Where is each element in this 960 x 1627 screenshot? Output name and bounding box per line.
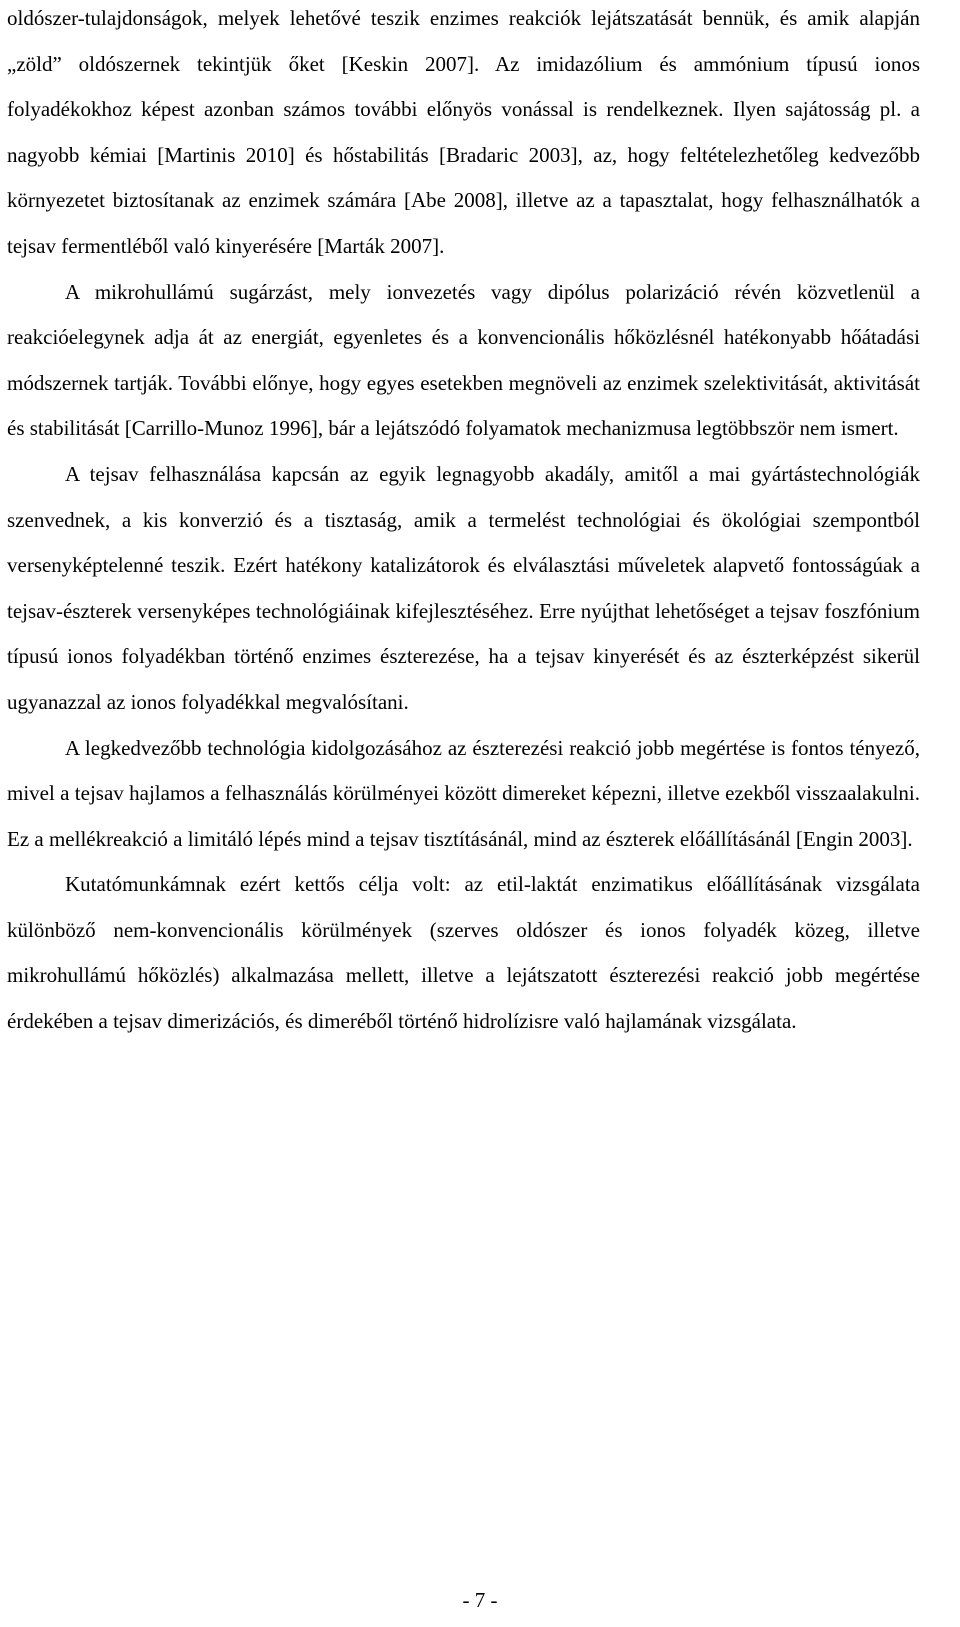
paragraph-research-goal: Kutatómunkámnak ezért kettős célja volt: az etil-laktát enzimatikus előállításának vizsgálata különböző nem-konvencionális körülmények (szerves oldószer és ionos folyadék közeg, illetve mikrohullámú hőközlés) alkalmazása mellett, illetve a lejátszatott észterezési reakció jobb megértése érdekében a tejsav dimerizációs, és dimeréből történő hidrolízisre való hajlamának vizsgálata. (7, 872, 920, 1034)
page-body (7, 0, 920, 1045)
paragraph-continuation: oldószer-tulajdonságok, melyek lehetővé teszik enzimes reakciók lejátszatását bennük, és amik alapján „zöld” oldószernek tekintjük őket [Keskin 2007]. Az imidazólium és ammónium típusú ionos folyadékokhoz képest azonban számos további előnyös vonással is rendelkeznek. Ilyen sajátosság pl. a nagyobb kémiai [Martinis 2010] és hőstabilitás [Bradaric 2003], az, hogy feltételezhetőleg kedvezőbb környezetet biztosítanak az enzimek számára [Abe 2008], illetve az a tapasztalat, hogy felhasználhatók a tejsav fermentléből való kinyerésére [Marták 2007]. (7, 6, 920, 258)
paragraph-microwave: A mikrohullámú sugárzást, mely ionvezetés vagy dipólus polarizáció révén közvetlenül a reakcióelegynek adja át az energiát, egyenletes és a konvencionális hőközlésnél hatékonyabb hőátadási módszernek tartják. További előnye, hogy egyes esetekben megnöveli az enzimek szelektivitását, aktivitását és stabilitását [Carrillo-Munoz 1996], bár a lejátszódó folyamatok mechanizmusa legtöbbször nem ismert. (7, 279, 920, 441)
paragraph-technology: A legkedvezőbb technológia kidolgozásához az észterezési reakció jobb megértése is fontos tényező, mivel a tejsav hajlamos a felhasználás körülményei között dimereket képezni, illetve ezekből visszaalakulni. Ez a mellékreakció a limitáló lépés mind a tejsav tisztításánál, mind az észterek előállításánál [Engin 2003]. (7, 735, 920, 851)
paragraph-lactic-acid-use: A tejsav felhasználása kapcsán az egyik legnagyobb akadály, amitől a mai gyártástechnológiák szenvednek, a kis konverzió és a tisztaság, amik a termelést technológiai és ökológiai szempontból versenyképtelenné teszik. Ezért hatékony katalizátorok és elválasztási műveletek alapvető fontosságúak a tejsav-észterek versenyképes technológiáinak kifejlesztéséhez. Erre nyújthat lehetőséget a tejsav foszfónium típusú ionos folyadékban történő enzimes észterezése, ha a tejsav kinyerését és az észterképzést sikerül ugyanazzal az ionos folyadékkal megvalósítani. (7, 461, 920, 714)
page-number: - 7 - (462, 1588, 498, 1612)
